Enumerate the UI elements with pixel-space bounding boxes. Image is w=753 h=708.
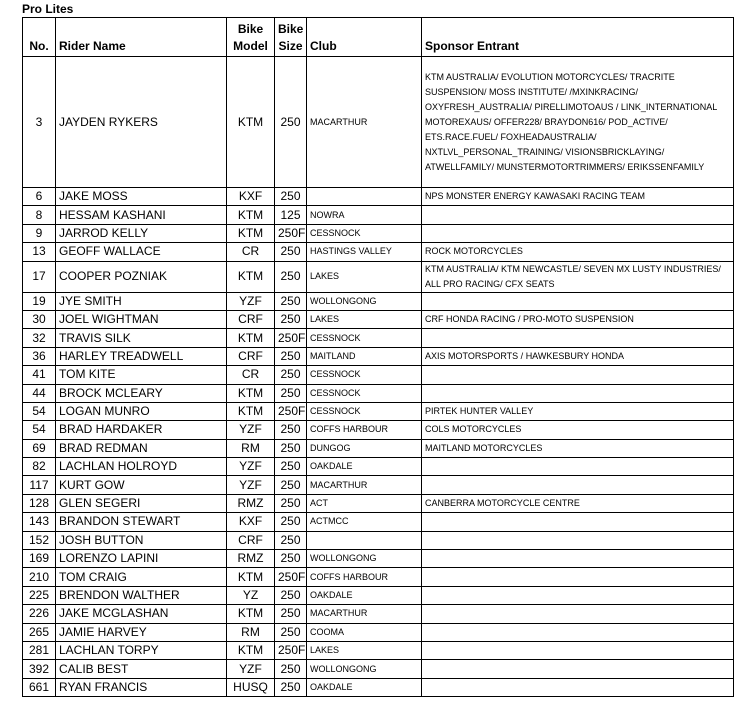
- cell-rider-name: COOPER POZNIAK: [56, 261, 227, 292]
- cell-sponsor-entrant: [422, 550, 734, 568]
- cell-bike-size: 250: [275, 347, 307, 365]
- cell-no: 6: [23, 188, 56, 206]
- cell-club: [307, 188, 422, 206]
- cell-bike-model: RM: [227, 439, 275, 457]
- cell-no: 54: [23, 402, 56, 420]
- cell-no: 9: [23, 224, 56, 242]
- cell-club: COFFS HARBOUR: [307, 568, 422, 586]
- cell-no: 36: [23, 347, 56, 365]
- cell-bike-model: YZF: [227, 292, 275, 310]
- cell-bike-model: KTM: [227, 224, 275, 242]
- cell-club: CESSNOCK: [307, 329, 422, 347]
- cell-rider-name: JOEL WIGHTMAN: [56, 310, 227, 328]
- cell-sponsor-entrant: [422, 623, 734, 641]
- cell-club: CESSNOCK: [307, 384, 422, 402]
- cell-rider-name: GEOFF WALLACE: [56, 243, 227, 261]
- table-row: [23, 458, 734, 476]
- cell-sponsor-entrant: [422, 586, 734, 604]
- cell-bike-model: KTM: [227, 384, 275, 402]
- cell-sponsor-entrant: CANBERRA MOTORCYCLE CENTRE: [422, 494, 734, 512]
- header-sponsor-entrant: Sponsor Entrant: [422, 18, 734, 57]
- cell-club: MACARTHUR: [307, 476, 422, 494]
- cell-sponsor-entrant: [422, 384, 734, 402]
- cell-no: 13: [23, 243, 56, 261]
- cell-bike-model: KTM: [227, 329, 275, 347]
- page-title: Pro Lites: [22, 2, 74, 16]
- cell-sponsor-entrant: PIRTEK HUNTER VALLEY: [422, 402, 734, 420]
- cell-rider-name: JYE SMITH: [56, 292, 227, 310]
- header-club: Club: [307, 18, 422, 57]
- cell-rider-name: JAMIE HARVEY: [56, 623, 227, 641]
- cell-sponsor-entrant: [422, 206, 734, 224]
- cell-sponsor-entrant: CRF HONDA RACING / PRO-MOTO SUSPENSION: [422, 310, 734, 328]
- cell-no: 8: [23, 206, 56, 224]
- cell-club: DUNGOG: [307, 439, 422, 457]
- cell-bike-size: 250: [275, 384, 307, 402]
- cell-bike-size: 250F: [275, 329, 307, 347]
- table-row: [23, 550, 734, 568]
- cell-bike-model: CRF: [227, 531, 275, 549]
- cell-bike-size: 250: [275, 243, 307, 261]
- cell-sponsor-entrant: MAITLAND MOTORCYCLES: [422, 439, 734, 457]
- cell-bike-size: 250F: [275, 641, 307, 659]
- cell-rider-name: JAKE MOSS: [56, 188, 227, 206]
- cell-bike-size: 250: [275, 586, 307, 604]
- cell-no: 54: [23, 421, 56, 439]
- cell-no: 82: [23, 458, 56, 476]
- table-row: [23, 623, 734, 641]
- cell-club: WOLLONGONG: [307, 292, 422, 310]
- cell-rider-name: TOM KITE: [56, 366, 227, 384]
- cell-bike-size: 250: [275, 605, 307, 623]
- header-no: No.: [23, 18, 56, 57]
- cell-bike-model: YZF: [227, 660, 275, 678]
- cell-bike-size: 250: [275, 458, 307, 476]
- cell-no: 32: [23, 329, 56, 347]
- cell-sponsor-entrant: KTM AUSTRALIA/ EVOLUTION MOTORCYCLES/ TRACRITE SUSPENSION/ MOSS INSTITUTE/ /MXINKRACING/ OXYFRESH_AUSTRALIA/ PIRELLIMOTOAUS / LINK_INTERNATIONAL MOTOREXAUS/ OFFER228/ BRAYDON616/ POD_ACTIVE/ ETS.RACE.FUEL/ FOXHEADAUSTRALIA/ NXTLVL_PERSONAL_TRAINING/ VISIONSBRICKLAYING/ ATWELLFAMILY/ MUNSTERMOTORTRIMMERS/ ERIKSSENFAMILY: [422, 57, 734, 188]
- entry-list-table: [22, 17, 734, 697]
- cell-bike-size: 250F: [275, 402, 307, 420]
- cell-club: LAKES: [307, 641, 422, 659]
- cell-no: 3: [23, 57, 56, 188]
- cell-bike-size: 250: [275, 678, 307, 696]
- cell-sponsor-entrant: [422, 366, 734, 384]
- cell-club: NOWRA: [307, 206, 422, 224]
- cell-bike-size: 250: [275, 439, 307, 457]
- cell-bike-model: KTM: [227, 206, 275, 224]
- cell-rider-name: TOM CRAIG: [56, 568, 227, 586]
- cell-no: 19: [23, 292, 56, 310]
- cell-no: 117: [23, 476, 56, 494]
- table-row: [23, 678, 734, 696]
- header-bike-model-line1: Bike: [237, 22, 264, 36]
- cell-bike-size: 125: [275, 206, 307, 224]
- cell-bike-size: 250: [275, 494, 307, 512]
- table-row: [23, 568, 734, 586]
- cell-bike-model: RMZ: [227, 550, 275, 568]
- cell-club: MACARTHUR: [307, 57, 422, 188]
- cell-bike-size: 250: [275, 366, 307, 384]
- header-bike-size: [275, 18, 307, 57]
- table-row: [23, 347, 734, 365]
- table-row: [23, 206, 734, 224]
- cell-rider-name: BRAD REDMAN: [56, 439, 227, 457]
- cell-bike-model: KTM: [227, 402, 275, 420]
- table-row: [23, 641, 734, 659]
- cell-club: ACT: [307, 494, 422, 512]
- cell-sponsor-entrant: [422, 292, 734, 310]
- table-row: [23, 513, 734, 531]
- cell-bike-size: 250: [275, 513, 307, 531]
- table-row: [23, 494, 734, 512]
- table-row: [23, 476, 734, 494]
- cell-rider-name: LORENZO LAPINI: [56, 550, 227, 568]
- cell-bike-size: 250F: [275, 568, 307, 586]
- table-row: [23, 439, 734, 457]
- cell-sponsor-entrant: [422, 329, 734, 347]
- cell-club: CESSNOCK: [307, 402, 422, 420]
- header-bike-model-line2: Model: [233, 39, 268, 53]
- cell-no: 128: [23, 494, 56, 512]
- cell-sponsor-entrant: [422, 476, 734, 494]
- table-row: [23, 224, 734, 242]
- cell-bike-size: 250: [275, 660, 307, 678]
- cell-sponsor-entrant: [422, 531, 734, 549]
- cell-no: 226: [23, 605, 56, 623]
- cell-sponsor-entrant: AXIS MOTORSPORTS / HAWKESBURY HONDA: [422, 347, 734, 365]
- table-row: [23, 586, 734, 604]
- table-row: [23, 261, 734, 292]
- cell-club: [307, 531, 422, 549]
- cell-no: 17: [23, 261, 56, 292]
- cell-sponsor-entrant: [422, 568, 734, 586]
- cell-bike-model: KTM: [227, 261, 275, 292]
- cell-rider-name: HARLEY TREADWELL: [56, 347, 227, 365]
- cell-rider-name: KURT GOW: [56, 476, 227, 494]
- table-row: [23, 531, 734, 549]
- cell-rider-name: CALIB BEST: [56, 660, 227, 678]
- cell-sponsor-entrant: [422, 458, 734, 476]
- cell-bike-size: 250: [275, 188, 307, 206]
- cell-bike-size: 250: [275, 310, 307, 328]
- cell-club: OAKDALE: [307, 458, 422, 476]
- cell-bike-size: 250F: [275, 224, 307, 242]
- table-row: [23, 366, 734, 384]
- cell-bike-size: 250: [275, 531, 307, 549]
- cell-rider-name: JAYDEN RYKERS: [56, 57, 227, 188]
- cell-rider-name: LACHLAN HOLROYD: [56, 458, 227, 476]
- cell-no: 210: [23, 568, 56, 586]
- cell-bike-model: YZF: [227, 476, 275, 494]
- cell-bike-model: CR: [227, 366, 275, 384]
- table-row: [23, 605, 734, 623]
- cell-club: CESSNOCK: [307, 224, 422, 242]
- cell-bike-size: 250: [275, 292, 307, 310]
- cell-rider-name: TRAVIS SILK: [56, 329, 227, 347]
- cell-no: 392: [23, 660, 56, 678]
- cell-no: 169: [23, 550, 56, 568]
- cell-no: 30: [23, 310, 56, 328]
- cell-no: 152: [23, 531, 56, 549]
- cell-no: 661: [23, 678, 56, 696]
- cell-no: 41: [23, 366, 56, 384]
- cell-no: 225: [23, 586, 56, 604]
- cell-bike-model: CRF: [227, 347, 275, 365]
- cell-sponsor-entrant: [422, 660, 734, 678]
- table-row: [23, 188, 734, 206]
- table-row: [23, 402, 734, 420]
- cell-rider-name: JOSH BUTTON: [56, 531, 227, 549]
- cell-club: LAKES: [307, 310, 422, 328]
- cell-bike-model: YZF: [227, 421, 275, 439]
- header-rider-name: Rider Name: [56, 18, 227, 57]
- cell-club: ACTMCC: [307, 513, 422, 531]
- cell-bike-size: 250: [275, 550, 307, 568]
- cell-club: CESSNOCK: [307, 366, 422, 384]
- cell-rider-name: BRENDON WALTHER: [56, 586, 227, 604]
- cell-club: HASTINGS VALLEY: [307, 243, 422, 261]
- header-bike-size-line2: Size: [278, 39, 303, 53]
- cell-sponsor-entrant: COLS MOTORCYCLES: [422, 421, 734, 439]
- cell-bike-size: 250: [275, 421, 307, 439]
- cell-sponsor-entrant: [422, 513, 734, 531]
- cell-club: COFFS HARBOUR: [307, 421, 422, 439]
- cell-bike-model: KXF: [227, 188, 275, 206]
- cell-rider-name: LOGAN MUNRO: [56, 402, 227, 420]
- cell-bike-size: 250: [275, 476, 307, 494]
- table-row: [23, 292, 734, 310]
- cell-rider-name: GLEN SEGERI: [56, 494, 227, 512]
- cell-bike-model: KXF: [227, 513, 275, 531]
- cell-bike-model: KTM: [227, 57, 275, 188]
- cell-bike-model: RMZ: [227, 494, 275, 512]
- cell-club: WOLLONGONG: [307, 660, 422, 678]
- cell-bike-model: KTM: [227, 641, 275, 659]
- table-row: [23, 243, 734, 261]
- table-row: [23, 329, 734, 347]
- cell-no: 143: [23, 513, 56, 531]
- cell-club: MAITLAND: [307, 347, 422, 365]
- cell-rider-name: RYAN FRANCIS: [56, 678, 227, 696]
- cell-no: 69: [23, 439, 56, 457]
- cell-club: LAKES: [307, 261, 422, 292]
- table-row: [23, 421, 734, 439]
- cell-bike-size: 250: [275, 623, 307, 641]
- cell-club: MACARTHUR: [307, 605, 422, 623]
- cell-bike-model: HUSQ: [227, 678, 275, 696]
- cell-bike-model: KTM: [227, 605, 275, 623]
- cell-club: WOLLONGONG: [307, 550, 422, 568]
- cell-bike-model: CRF: [227, 310, 275, 328]
- header-bike-size-line1: Bike: [278, 22, 304, 36]
- cell-bike-size: 250: [275, 261, 307, 292]
- cell-rider-name: LACHLAN TORPY: [56, 641, 227, 659]
- cell-rider-name: BRANDON STEWART: [56, 513, 227, 531]
- cell-bike-model: YZF: [227, 458, 275, 476]
- cell-sponsor-entrant: ROCK MOTORCYCLES: [422, 243, 734, 261]
- table-row: [23, 57, 734, 188]
- cell-rider-name: BROCK MCLEARY: [56, 384, 227, 402]
- cell-bike-model: YZ: [227, 586, 275, 604]
- cell-sponsor-entrant: [422, 605, 734, 623]
- cell-sponsor-entrant: KTM AUSTRALIA/ KTM NEWCASTLE/ SEVEN MX LUSTY INDUSTRIES/ ALL PRO RACING/ CFX SEATS: [422, 261, 734, 292]
- cell-no: 44: [23, 384, 56, 402]
- table-row: [23, 660, 734, 678]
- table-row: [23, 310, 734, 328]
- header-bike-model: [227, 18, 275, 57]
- cell-rider-name: BRAD HARDAKER: [56, 421, 227, 439]
- cell-club: OAKDALE: [307, 678, 422, 696]
- cell-no: 281: [23, 641, 56, 659]
- header-row: [23, 18, 734, 57]
- cell-sponsor-entrant: [422, 224, 734, 242]
- cell-bike-model: KTM: [227, 568, 275, 586]
- cell-no: 265: [23, 623, 56, 641]
- cell-bike-model: RM: [227, 623, 275, 641]
- cell-sponsor-entrant: [422, 641, 734, 659]
- cell-sponsor-entrant: NPS MONSTER ENERGY KAWASAKI RACING TEAM: [422, 188, 734, 206]
- cell-club: COOMA: [307, 623, 422, 641]
- cell-rider-name: HESSAM KASHANI: [56, 206, 227, 224]
- cell-bike-model: CR: [227, 243, 275, 261]
- cell-rider-name: JAKE MCGLASHAN: [56, 605, 227, 623]
- table-row: [23, 384, 734, 402]
- cell-rider-name: JARROD KELLY: [56, 224, 227, 242]
- cell-club: OAKDALE: [307, 586, 422, 604]
- cell-bike-size: 250: [275, 57, 307, 188]
- cell-sponsor-entrant: [422, 678, 734, 696]
